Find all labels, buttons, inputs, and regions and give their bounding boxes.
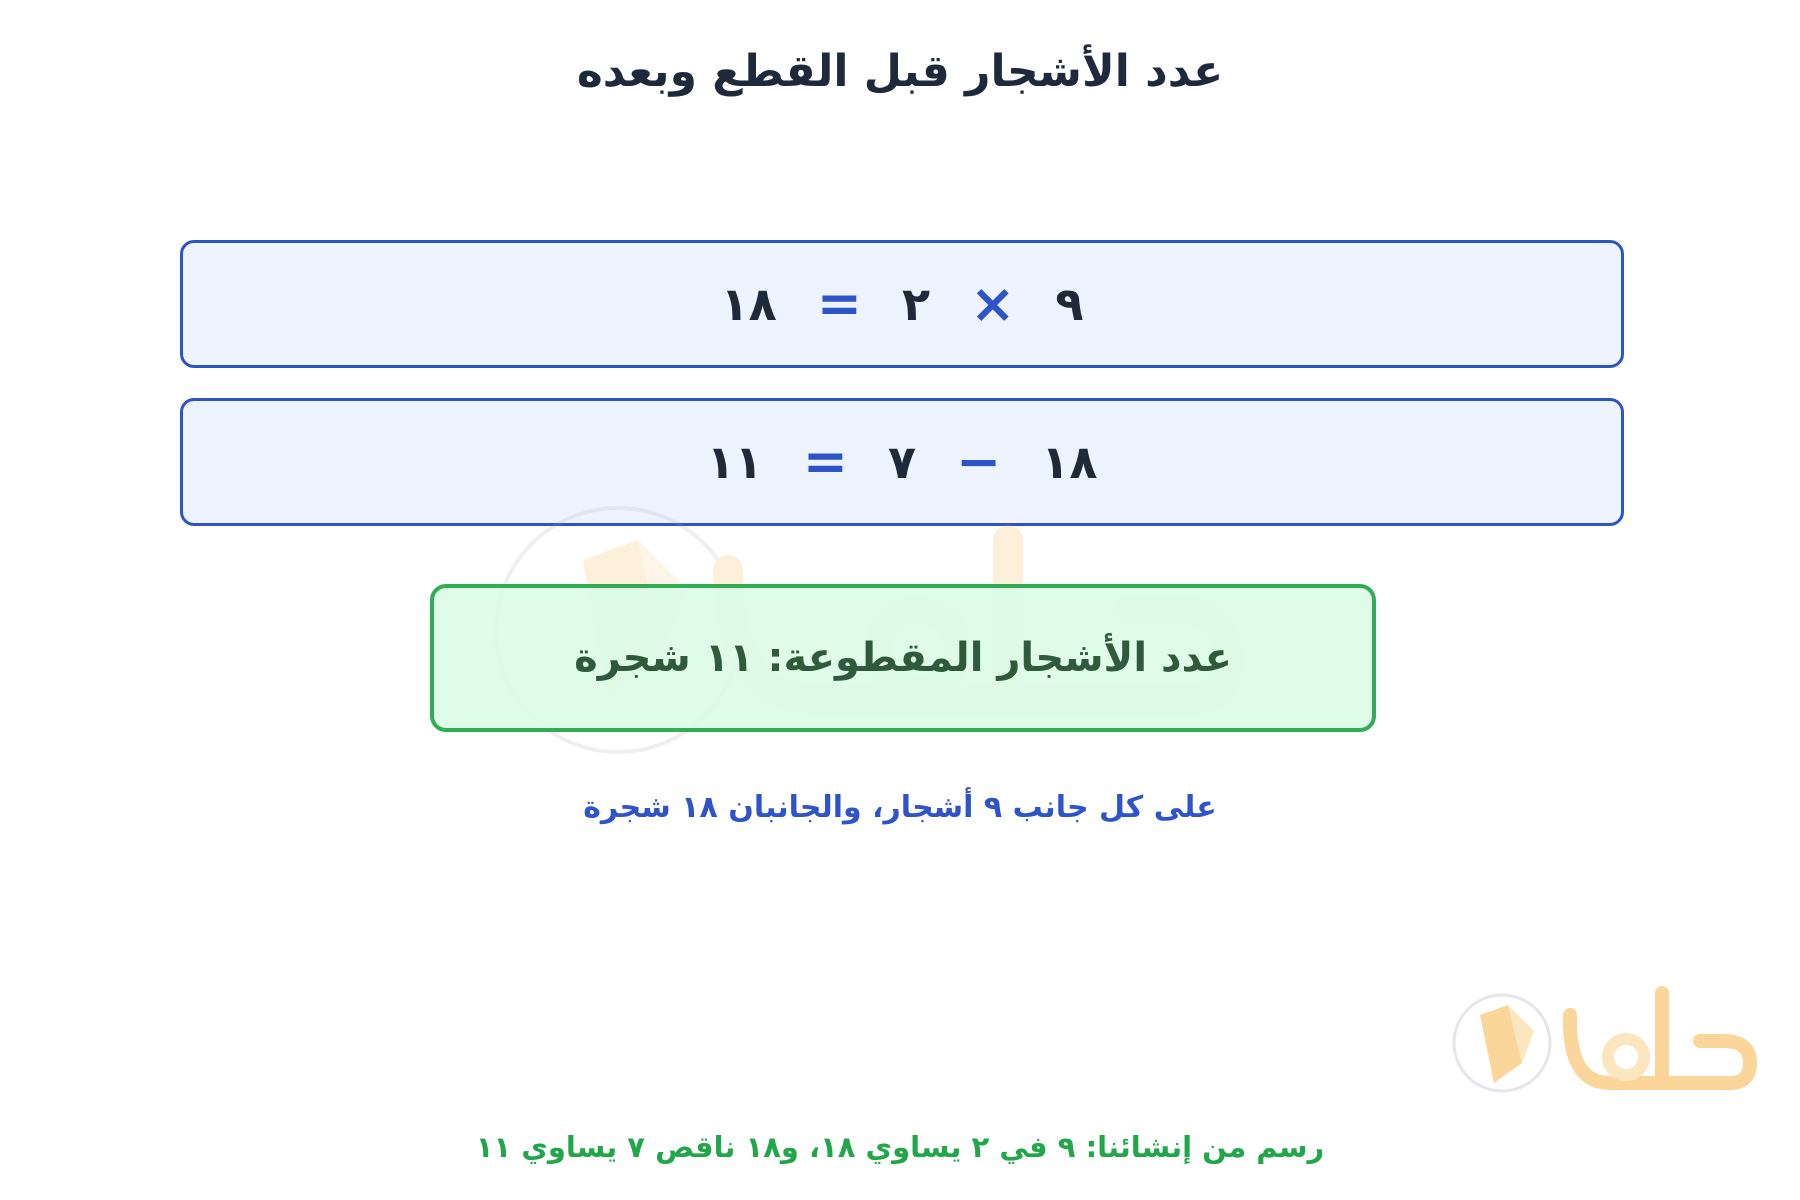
page-title: عدد الأشجار قبل القطع وبعده	[576, 46, 1224, 97]
explanation-note: على كل جانب ٩ أشجار، والجانبان ١٨ شجرة	[583, 790, 1217, 825]
equation-1-left-operand: ٩	[1055, 277, 1084, 331]
result-text: عدد الأشجار المقطوعة: ١١ شجرة	[574, 635, 1232, 681]
minus-sign: −	[956, 430, 1002, 493]
multiply-sign: ×	[970, 272, 1016, 335]
equation-2-result: ١١	[706, 435, 763, 489]
equation-2-right-operand: ٧	[887, 435, 917, 489]
equation-1-result: ١٨	[720, 277, 777, 331]
result-box	[430, 584, 1376, 732]
equation-box-multiplication	[180, 240, 1624, 368]
hulul-logo	[1450, 975, 1760, 1105]
equation-box-subtraction	[180, 398, 1624, 526]
equals-sign: =	[816, 272, 862, 335]
figure-caption: رسم من إنشائنا: ٩ في ٢ يساوي ١٨، و١٨ ناقص ٧ يساوي ١١	[475, 1130, 1325, 1164]
equation-1-right-operand: ٢	[902, 277, 931, 331]
equation-2-left-operand: ١٨	[1041, 435, 1098, 489]
equals-sign: =	[802, 430, 848, 493]
